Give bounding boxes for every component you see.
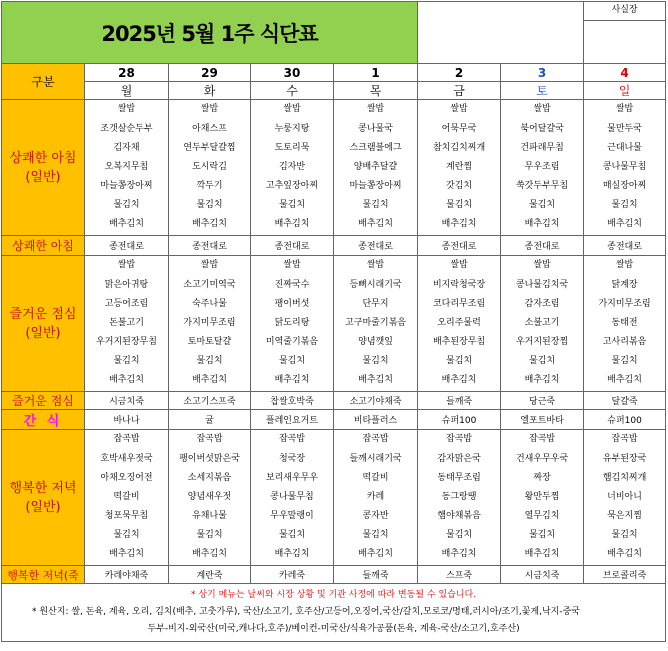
- lunch-menu: [251, 256, 334, 392]
- snack-item: 슈퍼100: [584, 410, 666, 430]
- menu-item: 잡곡밥: [196, 434, 223, 445]
- menu-item: 쌀밥: [366, 260, 385, 271]
- menu-item: 쌀밥: [283, 260, 301, 271]
- menu-item: 물김치: [362, 200, 389, 211]
- breakfast-porridge-row: [2, 236, 666, 256]
- dinner-menu: [334, 430, 418, 566]
- dinner-porridge-row: [2, 566, 666, 584]
- breakfast-label: 상쾌한 아침(일반): [2, 100, 85, 236]
- day-name: 일: [584, 82, 666, 100]
- lunch-row: [2, 256, 666, 392]
- menu-item: 햄야채볶음: [437, 511, 481, 522]
- menu-item: 고등어조림: [104, 298, 149, 309]
- menu-item: 고사리볶음: [602, 337, 647, 348]
- lunch-porridge-item: 소고기야채죽: [334, 392, 418, 410]
- menu-item: 배추김치: [192, 219, 227, 230]
- menu-item: 숙주나물: [192, 298, 227, 309]
- menu-item: 배추김치: [358, 375, 393, 386]
- notes-warning: * 상기 메뉴는 날씨와 시장 상황 및 기관 사정에 따라 변동될 수 있습니다.: [190, 590, 477, 600]
- menu-item: 근대나물: [607, 142, 642, 153]
- breakfast-menu: [169, 100, 251, 236]
- menu-item: 유채나물: [192, 511, 227, 522]
- lunch-porridge-item: 당근죽: [501, 392, 584, 410]
- blank-cell: [418, 2, 584, 64]
- lunch-porridge-item: 시금치죽: [85, 392, 169, 410]
- menu-item: 배추김치: [274, 219, 310, 230]
- menu-item: 쑥갓두부무침: [515, 181, 569, 192]
- snack-item: 비타플러스: [334, 410, 418, 430]
- lunch-porridge-label: 즐거운 점심: [2, 392, 85, 410]
- notes-origin-2: 두부-비지-외국산(미국,캐나다,호주)/베이컨-미국산/식육가공품(돈육, 계육-국산/소고기,호주산): [147, 624, 520, 634]
- menu-item: 물김치: [529, 530, 556, 541]
- menu-item: 배추김치: [109, 219, 144, 230]
- day-name: 금: [418, 82, 501, 100]
- breakfast-menu: [85, 100, 169, 236]
- menu-item: 물김치: [278, 356, 306, 367]
- menu-item: 무우말랭이: [270, 511, 314, 522]
- menu-item: 쌀밥: [450, 260, 468, 271]
- menu-item: 양념새우젓: [187, 491, 232, 502]
- dinner-porridge-item: 들깨죽: [334, 566, 418, 584]
- menu-item: 배추된장무침: [432, 337, 486, 348]
- menu-item: 쌀밥: [533, 104, 551, 115]
- lunch-porridge-item: 소고기스프죽: [169, 392, 251, 410]
- notes-origin-1: * 원산지: 쌀, 돈육, 계육, 오리, 김치(배추, 고춧가루), 국산/소고기, 호주산/고등어,오징어,국산/갈치,모로코/명태,러시아/조기,꽃게,낙지-중국: [32, 607, 580, 617]
- menu-item: 유부된장국: [602, 453, 647, 464]
- menu-item: 맑은아귀탕: [104, 279, 149, 290]
- breakfast-menu: [251, 100, 334, 236]
- day-name: 화: [169, 82, 251, 100]
- menu-item: 물김치: [529, 356, 556, 367]
- dinner-porridge-item: 계란죽: [169, 566, 251, 584]
- menu-item: 짜장: [533, 472, 551, 483]
- dinner-menu: [169, 430, 251, 566]
- menu-item: 배추김치: [441, 549, 477, 560]
- menu-item: 가지미무조림: [598, 298, 651, 309]
- menu-item: 마늘쫑장아찌: [100, 181, 153, 192]
- menu-item: 잡곡밥: [362, 434, 389, 445]
- menu-item: 묵은지찜: [607, 511, 642, 522]
- breakfast-porridge-item: 종전대로: [501, 236, 584, 256]
- breakfast-menu: [334, 100, 418, 236]
- menu-item: 떡갈비: [113, 491, 140, 502]
- menu-item: 물김치: [113, 200, 140, 211]
- menu-item: 북어달걀국: [520, 123, 564, 134]
- breakfast-porridge-label: 상쾌한 아침: [2, 236, 85, 256]
- day-number: 3: [501, 64, 584, 82]
- dinner-porridge-item: 카레죽: [251, 566, 334, 584]
- menu-item: 물김치: [278, 200, 306, 211]
- menu-item: 팽이버섯맑은국: [179, 453, 240, 464]
- menu-item: 너비아니: [607, 491, 642, 502]
- dinner-label: 행복한 저녁(일반): [2, 430, 85, 566]
- menu-item: 배추김치: [524, 375, 560, 386]
- menu-item: 청포묵무침: [104, 511, 149, 522]
- lunch-porridge-row: [2, 392, 666, 410]
- menu-item: 고구마줄기볶음: [345, 317, 406, 328]
- day-number: 2: [418, 64, 501, 82]
- menu-item: 배추김치: [274, 375, 310, 386]
- menu-item: 오복지무침: [104, 161, 149, 172]
- menu-item: 감자조림: [524, 298, 560, 309]
- menu-item: 배추김치: [607, 549, 642, 560]
- meal-plan-table: [1, 1, 666, 642]
- menu-item: 청국장: [278, 453, 306, 464]
- menu-item: 배추김치: [192, 549, 227, 560]
- menu-item: 어묵무국: [441, 123, 477, 134]
- menu-item: 우거지된장찜: [515, 337, 569, 348]
- menu-item: 팽이버섯: [274, 298, 310, 309]
- menu-item: 왕만두찜: [524, 491, 560, 502]
- menu-item: 배추김치: [109, 375, 144, 386]
- menu-item: 물김치: [446, 200, 473, 211]
- menu-item: 깍두기: [196, 181, 223, 192]
- menu-item: 연두부달걀찜: [183, 142, 236, 153]
- breakfast-row: [2, 100, 666, 236]
- menu-item: 쌀밥: [200, 104, 219, 115]
- menu-item: 스크램블에그: [349, 142, 402, 153]
- menu-item: 쌀밥: [366, 104, 385, 115]
- menu-item: 카레: [366, 491, 385, 502]
- menu-item: 햄김치찌개: [602, 472, 647, 483]
- menu-item: 물김치: [611, 530, 638, 541]
- menu-item: 물김치: [196, 200, 223, 211]
- menu-item: 동태전: [611, 317, 638, 328]
- menu-item: 쌀밥: [615, 260, 634, 271]
- day-number: 28: [85, 64, 169, 82]
- menu-item: 계란찜: [446, 161, 473, 172]
- snack-item: 귤: [169, 410, 251, 430]
- snack-row: [2, 410, 666, 430]
- snack-item: 바나나: [85, 410, 169, 430]
- notes: [2, 584, 666, 642]
- menu-item: 잡곡밥: [611, 434, 638, 445]
- approval-label: 사실장: [584, 2, 665, 21]
- menu-item: 갓김치: [446, 181, 473, 192]
- menu-item: 배추김치: [192, 375, 227, 386]
- menu-item: 소고기미역국: [183, 279, 236, 290]
- menu-item: 소불고기: [524, 317, 560, 328]
- dinner-menu: [584, 430, 666, 566]
- menu-item: 배추김치: [524, 549, 560, 560]
- menu-item: 김자반: [278, 161, 306, 172]
- snack-item: 플레인요거트: [251, 410, 334, 430]
- header-label: 구분: [2, 64, 85, 100]
- menu-item: 잡곡밥: [446, 434, 473, 445]
- menu-item: 들깨시래기국: [349, 453, 402, 464]
- menu-item: 물김치: [113, 530, 140, 541]
- dinner-menu: [251, 430, 334, 566]
- menu-item: 아채스프: [192, 123, 227, 134]
- menu-item: 쌀밥: [533, 260, 551, 271]
- menu-item: 물김치: [278, 530, 306, 541]
- menu-item: 소세지볶음: [187, 472, 232, 483]
- menu-item: 조갯살순두부: [100, 123, 153, 134]
- menu-item: 닭도리탕: [274, 317, 310, 328]
- menu-item: 물김치: [362, 356, 389, 367]
- menu-item: 열무김치: [524, 511, 560, 522]
- menu-item: 배추김치: [524, 219, 560, 230]
- breakfast-porridge-item: 종전대로: [584, 236, 666, 256]
- breakfast-menu: [501, 100, 584, 236]
- menu-item: 잡곡밥: [278, 434, 306, 445]
- menu-item: 미역줄기볶음: [265, 337, 319, 348]
- menu-item: 누룽지탕: [274, 123, 310, 134]
- dinner-menu: [85, 430, 169, 566]
- breakfast-porridge-item: 종전대로: [85, 236, 169, 256]
- menu-item: 건새우무우국: [515, 453, 569, 464]
- lunch-menu: [418, 256, 501, 392]
- dinner-porridge-item: 시금치죽: [501, 566, 584, 584]
- breakfast-porridge-item: 종전대로: [169, 236, 251, 256]
- dinner-menu: [418, 430, 501, 566]
- menu-item: 감자맑은국: [437, 453, 481, 464]
- menu-item: 쌀밥: [117, 260, 136, 271]
- menu-item: 도시락김: [192, 161, 227, 172]
- menu-item: 배추김치: [441, 375, 477, 386]
- menu-item: 비지락청국장: [432, 279, 486, 290]
- menu-item: 건파래무침: [520, 142, 564, 153]
- page-title: 2025년 5월 1주 식단표: [2, 2, 418, 64]
- menu-item: 양념깻잎: [358, 337, 393, 348]
- menu-item: 배추김치: [607, 219, 642, 230]
- breakfast-porridge-item: 종전대로: [418, 236, 501, 256]
- menu-item: 배추김치: [607, 375, 642, 386]
- notes-row: [2, 584, 666, 642]
- lunch-porridge-item: 들깨죽: [418, 392, 501, 410]
- menu-item: 돈불고기: [109, 317, 144, 328]
- menu-item: 물김치: [113, 356, 140, 367]
- lunch-porridge-item: 달걀죽: [584, 392, 666, 410]
- menu-item: 물김치: [611, 356, 638, 367]
- snack-item: 슈퍼100: [418, 410, 501, 430]
- menu-item: 콩나물김치국: [515, 279, 569, 290]
- menu-item: 쌀밥: [117, 104, 136, 115]
- lunch-menu: [85, 256, 169, 392]
- menu-item: 배추김치: [358, 219, 393, 230]
- menu-item: 쌀밥: [615, 104, 634, 115]
- lunch-porridge-item: 찹쌀호박죽: [251, 392, 334, 410]
- menu-item: 보리새우무우: [265, 472, 319, 483]
- menu-item: 배추김치: [109, 549, 144, 560]
- menu-item: 콩나물국: [358, 123, 393, 134]
- menu-item: 배추김치: [358, 549, 393, 560]
- menu-item: 콩나물무침: [270, 491, 314, 502]
- menu-item: 김자채: [113, 142, 140, 153]
- lunch-menu: [334, 256, 418, 392]
- dinner-porridge-item: 카레야채죽: [85, 566, 169, 584]
- menu-item: 도토리묵: [274, 142, 310, 153]
- menu-item: 물김치: [611, 200, 638, 211]
- menu-item: 물김치: [529, 200, 556, 211]
- breakfast-menu: [584, 100, 666, 236]
- menu-item: 양배추달걀: [353, 161, 398, 172]
- lunch-label: 즐거운 점심(일반): [2, 256, 85, 392]
- menu-item: 콩자반: [362, 511, 389, 522]
- day-number: 4: [584, 64, 666, 82]
- menu-item: 물김치: [446, 530, 473, 541]
- day-name: 목: [334, 82, 418, 100]
- menu-item: 배추김치: [441, 219, 477, 230]
- menu-item: 코다리무조림: [432, 298, 486, 309]
- menu-item: 토마토달걀: [187, 337, 232, 348]
- lunch-menu: [584, 256, 666, 392]
- day-name: 토: [501, 82, 584, 100]
- menu-item: 가지미무조림: [183, 317, 236, 328]
- menu-item: 아채오징어전: [100, 472, 153, 483]
- dinner-porridge-label: 행복한 저녁(죽: [2, 566, 85, 584]
- menu-item: 물만두국: [607, 123, 642, 134]
- menu-item: 참치김치찌개: [432, 142, 486, 153]
- menu-item: 우거지된장무침: [96, 337, 157, 348]
- approval-box: [584, 2, 666, 64]
- day-number: 1: [334, 64, 418, 82]
- menu-item: 떡갈비: [362, 472, 389, 483]
- menu-item: 잡곡밥: [529, 434, 556, 445]
- menu-item: 진짜국수: [274, 279, 310, 290]
- menu-item: 쌀밥: [450, 104, 468, 115]
- snack-label: 간 식: [2, 410, 85, 430]
- menu-item: 오리주물럭: [437, 317, 481, 328]
- day-name: 월: [85, 82, 169, 100]
- menu-item: 매실장아찌: [602, 181, 647, 192]
- menu-item: 잡곡밥: [113, 434, 140, 445]
- dinner-porridge-item: 브로콜리죽: [584, 566, 666, 584]
- day-name: 수: [251, 82, 334, 100]
- menu-item: 마늘쫑장아찌: [349, 181, 402, 192]
- menu-item: 동그랑땡: [441, 491, 477, 502]
- menu-item: 물김치: [362, 530, 389, 541]
- menu-item: 동태무조림: [437, 472, 481, 483]
- menu-item: 호박새우젓국: [100, 453, 153, 464]
- menu-item: 배추김치: [274, 549, 310, 560]
- breakfast-menu: [418, 100, 501, 236]
- day-number: 29: [169, 64, 251, 82]
- menu-item: 물김치: [196, 356, 223, 367]
- dinner-menu: [501, 430, 584, 566]
- menu-item: 고추잎장아찌: [265, 181, 319, 192]
- menu-item: 콩나물무침: [602, 161, 647, 172]
- dinner-row: [2, 430, 666, 566]
- day-number: 30: [251, 64, 334, 82]
- menu-item: 쌀밥: [283, 104, 301, 115]
- breakfast-porridge-item: 종전대로: [251, 236, 334, 256]
- menu-item: 물김치: [196, 530, 223, 541]
- lunch-menu: [169, 256, 251, 392]
- dinner-porridge-item: 스프죽: [418, 566, 501, 584]
- breakfast-porridge-item: 종전대로: [334, 236, 418, 256]
- menu-item: 닭계장: [611, 279, 638, 290]
- menu-item: 쌀밥: [200, 260, 219, 271]
- snack-item: 엘포트바타: [501, 410, 584, 430]
- lunch-menu: [501, 256, 584, 392]
- menu-item: 단무지: [362, 298, 389, 309]
- menu-item: 물김치: [446, 356, 473, 367]
- menu-item: 등뼈시래기국: [349, 279, 402, 290]
- menu-item: 무우조림: [524, 161, 560, 172]
